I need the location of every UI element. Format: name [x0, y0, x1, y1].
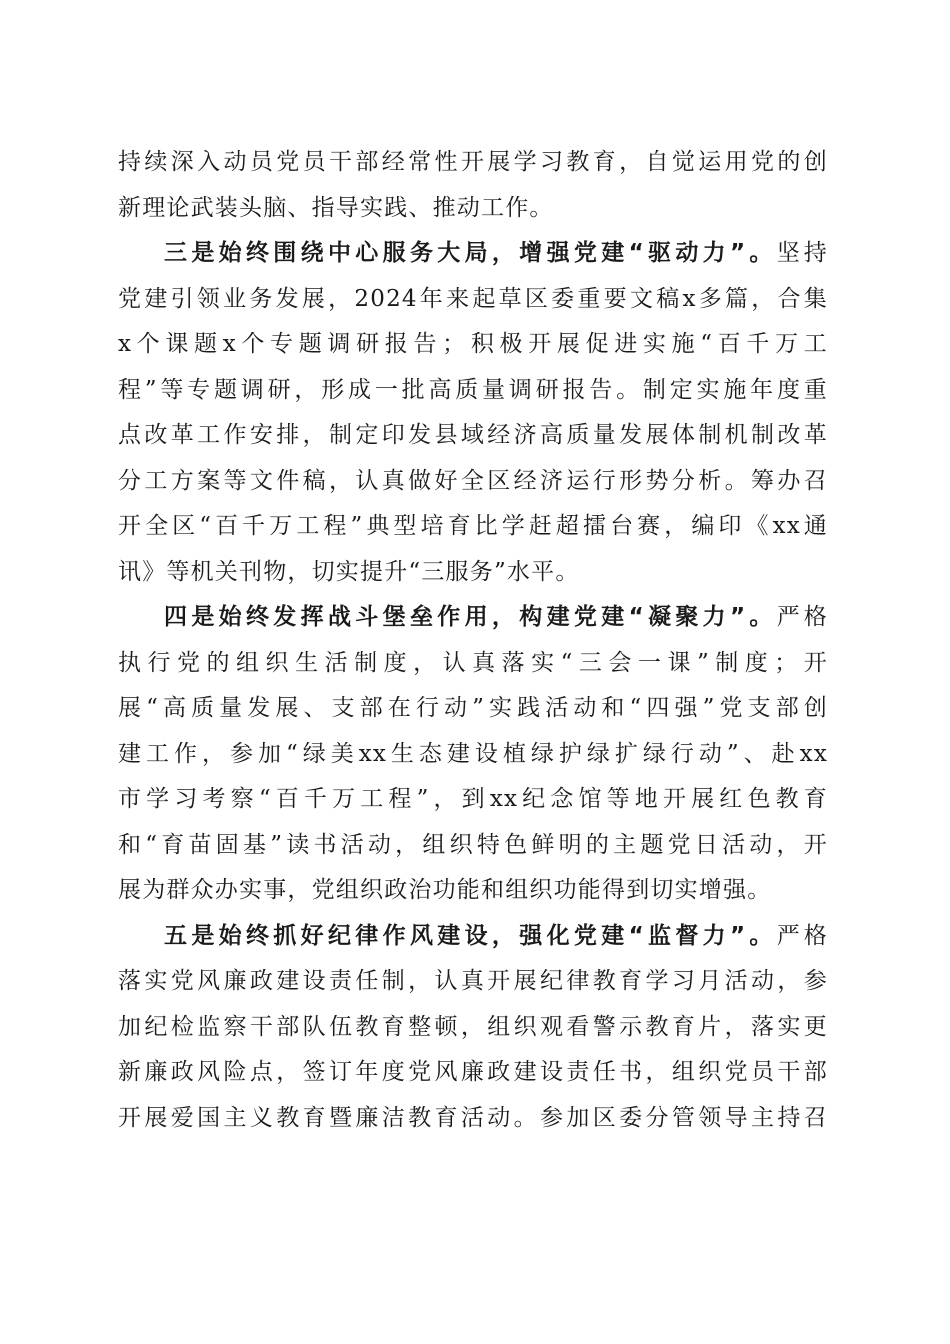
paragraph-line: 新理论武装头脑、指导实践、推动工作。	[118, 194, 554, 221]
paragraph-line: 讯》等机关刊物，切实提升“三服务”水平。	[118, 558, 580, 585]
paragraph-line: 开展爱国主义教育暨廉洁教育活动。参加区委分管领导主持召	[118, 1104, 828, 1131]
paragraph-line: 党建引领业务发展，2024年来起草区委重要文稿x多篇，合集	[118, 285, 828, 312]
paragraph-line: 和“育苗固基”读书活动，组织特色鲜明的主题党日活动，开	[118, 831, 828, 858]
paragraph-lead: 四是始终发挥战斗堡垒作用，构建党建“凝聚力”。	[164, 604, 777, 630]
paragraph-lead: 三是始终围绕中心服务大局，增强党建“驱动力”。	[164, 240, 777, 266]
paragraph-first-line	[118, 231, 828, 277]
document-body	[118, 140, 828, 1141]
paragraph-text: 严格	[776, 922, 828, 949]
paragraph-text: 坚持	[776, 240, 828, 266]
paragraph-line: 点改革工作安排，制定印发县域经济高质量发展体制机制改革	[118, 422, 828, 448]
paragraph-line: x个课题x个专题调研报告；积极开展促进实施“百千万工	[118, 331, 828, 357]
paragraph-first-line	[118, 914, 828, 960]
paragraph-line: 展“高质量发展、支部在行动”实践活动和“四强”党支部创	[118, 695, 828, 721]
paragraph-text: 严格	[776, 604, 828, 630]
paragraph-line: 加纪检监察干部队伍教育整顿，组织观看警示教育片，落实更	[118, 1013, 828, 1040]
paragraph-line: 开全区“百千万工程”典型培育比学赶超擂台赛，编印《xx通	[118, 513, 828, 539]
paragraph-line: 分工方案等文件稿，认真做好全区经济运行形势分析。筹办召	[118, 467, 828, 494]
paragraph-line: 持续深入动员党员干部经常性开展学习教育，自觉运用党的创	[118, 149, 828, 175]
paragraph-line: 执行党的组织生活制度，认真落实“三会一课”制度；开	[118, 649, 828, 676]
paragraph-line: 落实党风廉政建设责任制，认真开展纪律教育学习月活动，参	[118, 968, 828, 994]
paragraph-line: 展为群众办实事，党组织政治功能和组织功能得到切实增强。	[118, 877, 772, 903]
paragraph-lead: 五是始终抓好纪律作风建设，强化党建“监督力”。	[164, 922, 777, 949]
paragraph-line: 新廉政风险点，签订年度党风廉政建设责任书，组织党员干部	[118, 1059, 828, 1085]
paragraph-line: 建工作，参加“绿美xx生态建设植绿护绿扩绿行动”、赴xx	[118, 740, 828, 767]
paragraph-first-line	[118, 595, 828, 641]
paragraph-line: 程”等专题调研，形成一批高质量调研报告。制定实施年度重	[118, 376, 828, 403]
paragraph-line: 市学习考察“百千万工程”，到xx纪念馆等地开展红色教育	[118, 786, 828, 812]
